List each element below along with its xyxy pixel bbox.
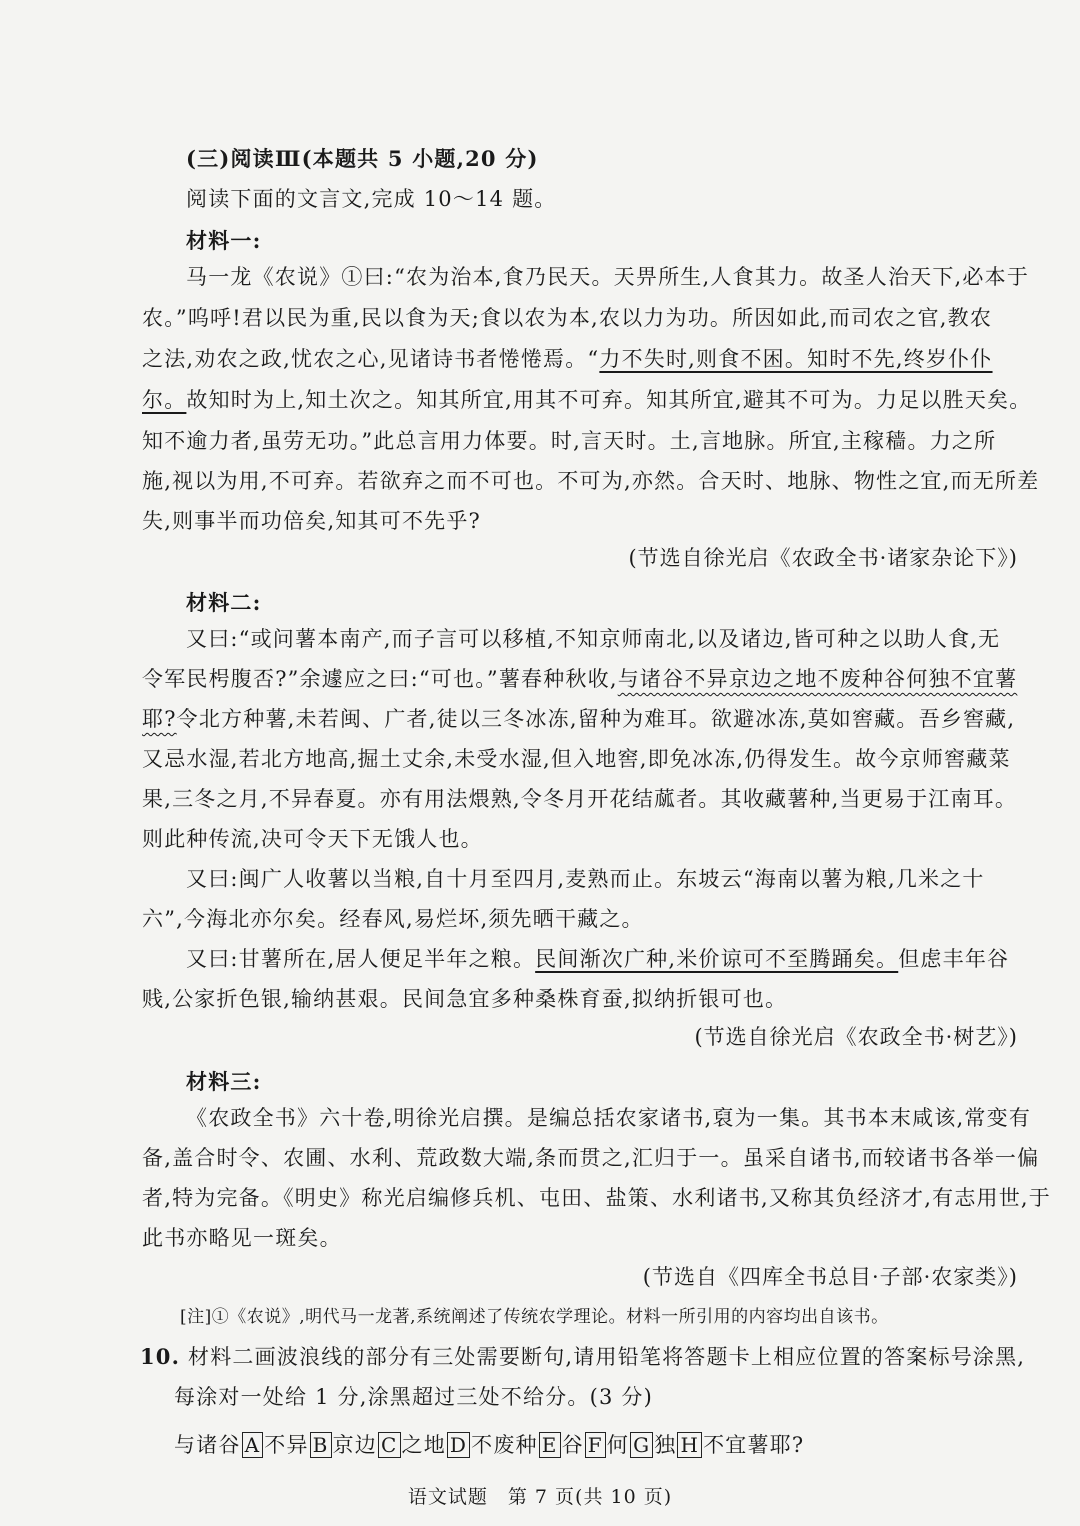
material2-line bbox=[186, 944, 1009, 974]
option-box-a[interactable]: A bbox=[242, 1432, 264, 1458]
option-box-h[interactable]: H bbox=[677, 1432, 702, 1458]
option-box-b[interactable]: B bbox=[310, 1432, 332, 1458]
question-10 bbox=[140, 1342, 1025, 1372]
segment: 与诸谷 bbox=[174, 1433, 241, 1457]
material2-text: 但虑丰年谷 bbox=[898, 947, 1010, 971]
segment: 谷 bbox=[561, 1433, 584, 1457]
material2-line bbox=[142, 704, 1015, 734]
underlined-sentence: 民间渐次广种,米价谅可不至腾踊矣。 bbox=[535, 947, 899, 971]
material2-text: 令北方种薯,未若闽、广者,徒以三冬冰冻,留种为难耳。欲避冰冻,莫如窖藏。吾乡窖藏, bbox=[176, 707, 1016, 731]
material2-line bbox=[142, 664, 1017, 694]
segment: 不废种 bbox=[471, 1433, 538, 1457]
material2-text: 令军民枵腹否?”余遽应之曰:“可也。”薯春种秋收, bbox=[142, 667, 618, 691]
instruction: 阅读下面的文言文,完成 10～14 题。 bbox=[186, 187, 557, 211]
material2-line: 又曰:“或问薯本南产,而子言可以移植,不知京师南北,以及诸边,皆可种之以助人食,无 bbox=[186, 627, 1001, 651]
question-10-line2: 每涂对一处给 1 分,涂黑超过三处不给分。(3 分) bbox=[174, 1385, 654, 1409]
segment: 不异 bbox=[264, 1433, 309, 1457]
material1-text: 之法,劝农之政,忧农之心,见诸诗书者惓惓焉。“ bbox=[142, 347, 600, 371]
option-box-d[interactable]: D bbox=[447, 1432, 470, 1458]
footnote: [注]①《农说》,明代马一龙著,系统阐述了传统农学理论。材料一所引用的内容均出自该书。 bbox=[180, 1307, 889, 1327]
underlined-sentence-end: 尔。 bbox=[142, 388, 187, 412]
material1-line: 施,视以为用,不可弃。若欲弃之而不可也。不可为,亦然。合天时、地脉、物性之宜,而无所差 bbox=[142, 469, 1040, 493]
material2-line: 六”,今海北亦尔矣。经春风,易烂坏,须先晒干藏之。 bbox=[142, 907, 644, 931]
option-box-f[interactable]: F bbox=[585, 1432, 606, 1458]
wavy-underlined-sentence-end: 耶? bbox=[142, 707, 177, 731]
page-footer: 语文试题 第 7 页(共 10 页) bbox=[407, 1486, 673, 1508]
question-10-options bbox=[174, 1430, 804, 1460]
material3-line: 此书亦略见一斑矣。 bbox=[142, 1226, 342, 1250]
material1-line bbox=[142, 344, 993, 374]
underlined-sentence: 力不失时,则食不困。知时不先,终岁仆仆 bbox=[599, 347, 993, 371]
question-number: 10. bbox=[140, 1344, 181, 1369]
material2-line: 贱,公家折色银,输纳甚艰。民间急宜多种桑株育蚕,拟纳折银可也。 bbox=[142, 987, 788, 1011]
material1-source: (节选自徐光启《农政全书·诸家杂论下》) bbox=[628, 546, 1018, 570]
option-box-e[interactable]: E bbox=[539, 1432, 561, 1458]
question-text: 材料二画波浪线的部分有三处需要断句,请用铅笔将答题卡上相应位置的答案标号涂黑, bbox=[188, 1345, 1026, 1369]
material2-line: 则此种传流,决可令天下无饿人也。 bbox=[142, 827, 483, 851]
segment: 独 bbox=[654, 1433, 677, 1457]
segment: 之地 bbox=[401, 1433, 446, 1457]
material1-line: 失,则事半而功倍矣,知其可不先乎? bbox=[142, 509, 482, 533]
material2-source: (节选自徐光启《农政全书·树艺》) bbox=[694, 1025, 1018, 1049]
option-box-c[interactable]: C bbox=[378, 1432, 401, 1458]
material2-text: 又曰:甘薯所在,居人便足半年之粮。 bbox=[186, 947, 536, 971]
material2-title: 材料二: bbox=[186, 590, 262, 615]
material3-line: 《农政全书》六十卷,明徐光启撰。是编总括农家诸书,裒为一集。其书本末咸该,常变有 bbox=[186, 1106, 1032, 1130]
material1-line: 知不逾力者,虽劳无功。”此总言用力体要。时,言天时。土,言地脉。所宜,主稼穑。力之所 bbox=[142, 429, 997, 453]
segment: 不宜薯耶? bbox=[703, 1433, 805, 1457]
material2-line: 又忌水湿,若北方地高,掘土丈余,未受水湿,但入地窖,即免冰冻,仍得发生。故今京师窖藏菜 bbox=[142, 747, 1011, 771]
segment: 何 bbox=[606, 1433, 630, 1457]
material1-line: 马一龙《农说》①曰:“农为治本,食乃民天。天畀所生,人食其力。故圣人治天下,必本于 bbox=[186, 265, 1030, 289]
wavy-underlined-sentence: 与诸谷不异京边之地不废种谷何独不宜薯 bbox=[617, 667, 1018, 691]
segment: 京边 bbox=[332, 1433, 377, 1457]
material1-title: 材料一: bbox=[186, 228, 262, 253]
material3-title: 材料三: bbox=[186, 1069, 262, 1094]
material1-text: 故知时为上,知土次之。知其所宜,用其不可弃。知其所宜,避其不可为。力足以胜天矣。 bbox=[186, 388, 1032, 412]
material2-line: 果,三冬之月,不异春夏。亦有用法煨熟,令冬月开花结蓏者。其收藏薯种,当更易于江南耳。 bbox=[142, 787, 1018, 811]
option-box-g[interactable]: G bbox=[630, 1432, 653, 1458]
material3-line: 备,盖合时令、农圃、水利、荒政数大端,条而贯之,汇归于一。虽采自诸书,而较诸书各举一偏 bbox=[142, 1146, 1040, 1170]
section-heading: (三)阅读Ⅲ(本题共 5 小题,20 分) bbox=[186, 146, 539, 171]
material3-line: 者,特为完备。《明史》称光启编修兵机、屯田、盐策、水利诸书,又称其负经济才,有志用世,于 bbox=[142, 1186, 1051, 1210]
material3-source: (节选自《四库全书总目·子部·农家类》) bbox=[642, 1265, 1018, 1289]
material1-line bbox=[142, 385, 1031, 415]
material2-line: 又曰:闽广人收薯以当粮,自十月至四月,麦熟而止。东坡云“海南以薯为粮,几米之十 bbox=[186, 867, 985, 891]
material1-line: 农。”呜呼!君以民为重,民以食为天;食以农为本,农以力为功。所因如此,而司农之官,教农 bbox=[142, 306, 993, 330]
